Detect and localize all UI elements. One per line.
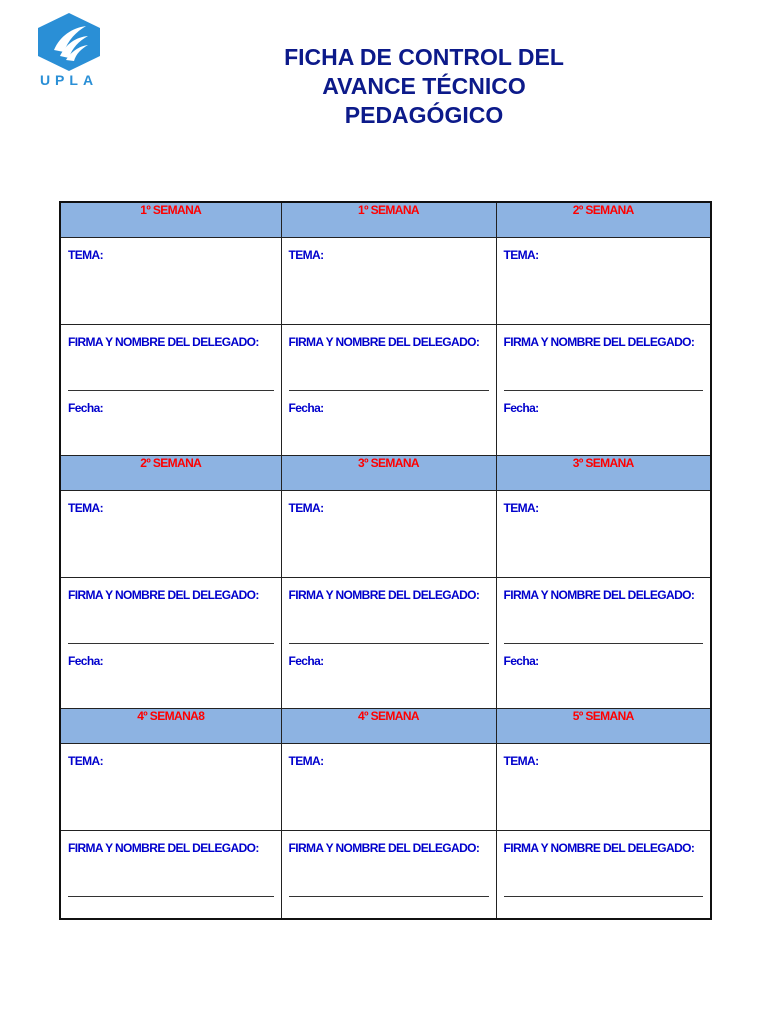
- upla-emblem-icon: [24, 10, 114, 72]
- firma-label: FIRMA Y NOMBRE DEL DELEGADO:: [68, 335, 259, 349]
- tema-cell[interactable]: [60, 491, 281, 578]
- control-grid: [59, 201, 712, 920]
- week-header: 2º SEMANA: [60, 456, 281, 491]
- tema-label: TEMA:: [503, 501, 539, 515]
- fecha-label: Fecha:: [503, 401, 539, 415]
- fecha-label: Fecha:: [68, 401, 104, 415]
- firma-label: FIRMA Y NOMBRE DEL DELEGADO:: [68, 841, 259, 855]
- tema-label: TEMA:: [288, 248, 324, 262]
- week-header: 1º SEMANA: [60, 202, 281, 238]
- tema-label: TEMA:: [68, 248, 103, 262]
- firma-cell: [281, 578, 496, 709]
- week-header-row: [60, 202, 711, 238]
- page-title: [250, 43, 598, 130]
- fecha-label: Fecha:: [503, 654, 539, 668]
- firma-cell: [60, 578, 281, 709]
- tema-row: [60, 491, 711, 578]
- firma-row: [60, 831, 711, 920]
- firma-cell: [60, 325, 281, 456]
- signature-line[interactable]: [68, 896, 274, 897]
- fecha-label: Fecha:: [68, 654, 104, 668]
- week-header: 3º SEMANA: [496, 456, 711, 491]
- tema-label: TEMA:: [68, 501, 103, 515]
- week-header: 4º SEMANA: [281, 709, 496, 744]
- tema-cell[interactable]: [281, 744, 496, 831]
- signature-line[interactable]: [289, 896, 489, 897]
- week-header: 4º SEMANA8: [60, 709, 281, 744]
- firma-label: FIRMA Y NOMBRE DEL DELEGADO:: [68, 588, 259, 602]
- firma-row: [60, 325, 711, 456]
- firma-label: FIRMA Y NOMBRE DEL DELEGADO:: [288, 335, 480, 349]
- week-header-row: [60, 709, 711, 744]
- firma-label: FIRMA Y NOMBRE DEL DELEGADO:: [288, 588, 480, 602]
- tema-cell[interactable]: [60, 238, 281, 325]
- firma-label: FIRMA Y NOMBRE DEL DELEGADO:: [503, 588, 695, 602]
- title-line-2: AVANCE TÉCNICO: [322, 73, 526, 99]
- tema-row: [60, 744, 711, 831]
- upla-logo: [24, 10, 114, 95]
- firma-cell: [496, 578, 711, 709]
- firma-cell: [496, 325, 711, 456]
- tema-label: TEMA:: [68, 754, 103, 768]
- title-line-3: PEDAGÓGICO: [344, 102, 504, 128]
- tema-cell[interactable]: [496, 238, 711, 325]
- tema-cell[interactable]: [496, 491, 711, 578]
- tema-label: TEMA:: [288, 754, 324, 768]
- week-header: 2º SEMANA: [496, 202, 711, 238]
- firma-cell: [281, 325, 496, 456]
- week-header: 1º SEMANA: [281, 202, 496, 238]
- firma-cell: [496, 831, 711, 920]
- fecha-label: Fecha:: [288, 654, 324, 668]
- week-header: 3º SEMANA: [281, 456, 496, 491]
- fecha-label: Fecha:: [288, 401, 324, 415]
- tema-label: TEMA:: [503, 754, 539, 768]
- firma-cell: [281, 831, 496, 920]
- tema-cell[interactable]: [281, 491, 496, 578]
- tema-cell[interactable]: [281, 238, 496, 325]
- week-header: 5º SEMANA: [496, 709, 711, 744]
- firma-label: FIRMA Y NOMBRE DEL DELEGADO:: [288, 841, 480, 855]
- firma-label: FIRMA Y NOMBRE DEL DELEGADO:: [503, 841, 695, 855]
- tema-cell[interactable]: [60, 744, 281, 831]
- tema-label: TEMA:: [288, 501, 324, 515]
- firma-label: FIRMA Y NOMBRE DEL DELEGADO:: [503, 335, 695, 349]
- tema-cell[interactable]: [496, 744, 711, 831]
- signature-line[interactable]: [504, 896, 704, 897]
- firma-row: [60, 578, 711, 709]
- tema-row: [60, 238, 711, 325]
- logo-text: UPLA: [39, 72, 99, 88]
- firma-cell: [60, 831, 281, 920]
- title-line-1: FICHA DE CONTROL DEL: [284, 44, 564, 70]
- tema-label: TEMA:: [503, 248, 539, 262]
- week-header-row: [60, 456, 711, 491]
